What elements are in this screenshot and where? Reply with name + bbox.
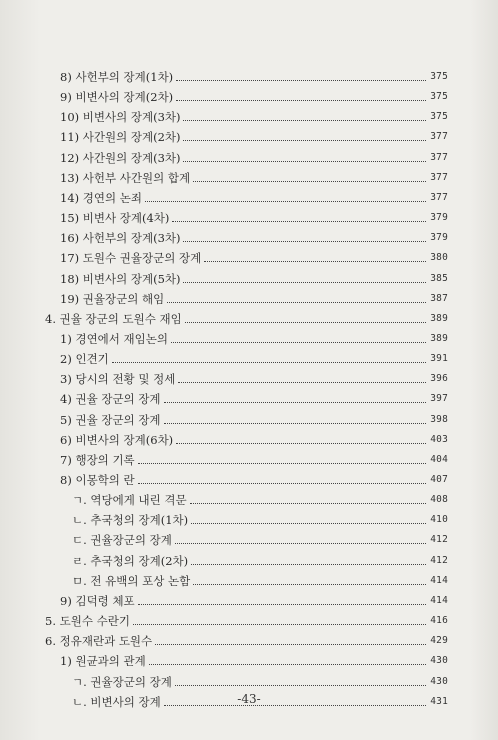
toc-entry-page: 387 — [430, 292, 448, 304]
toc-entry-page: 410 — [430, 514, 448, 526]
toc-entry-page: 431 — [430, 695, 448, 707]
toc-entry-title: 4) 권율 장군의 장계 — [60, 392, 161, 407]
dot-leader — [172, 221, 426, 222]
toc-entry-page: 375 — [430, 71, 448, 82]
toc-entry — [60, 411, 448, 429]
toc-entry — [72, 572, 448, 590]
toc-entry — [60, 330, 448, 348]
dot-leader — [164, 423, 427, 424]
toc-entry-page: 403 — [430, 433, 448, 445]
toc-entry-page: 377 — [430, 191, 448, 203]
toc-entry — [60, 249, 448, 267]
toc-entry-page: 414 — [430, 594, 448, 606]
toc-entry-page: 385 — [430, 272, 448, 284]
toc-entry — [60, 108, 448, 126]
toc-entry-page: 398 — [430, 413, 448, 425]
dot-leader — [183, 120, 426, 121]
dot-leader — [149, 664, 426, 665]
dot-leader — [185, 322, 427, 323]
toc-entry — [72, 491, 448, 509]
toc-entry-title: 19) 권율장군의 해임 — [60, 291, 165, 306]
toc-entry-page: 407 — [430, 474, 448, 485]
dot-leader — [133, 624, 426, 625]
toc-entry-title: ㄱ. 역당에게 내린 격문 — [72, 493, 187, 508]
toc-entry-title: 8) 사헌부의 장계(1차) — [60, 70, 174, 84]
dot-leader — [167, 302, 426, 303]
toc-entry-page: 414 — [430, 574, 448, 586]
toc-entry-title: 17) 도원수 권율장군의 장계 — [60, 251, 202, 266]
toc-entry-title: 14) 경연의 논죄 — [60, 190, 142, 205]
toc-entry-title: 1) 원균과의 관계 — [60, 654, 146, 669]
toc-entry — [60, 149, 448, 167]
toc-entry — [60, 370, 448, 388]
toc-entry-page: 391 — [430, 353, 448, 365]
toc-entry — [60, 350, 448, 368]
toc-entry — [60, 88, 448, 106]
toc-entry — [60, 229, 448, 247]
toc-entry-page: 404 — [430, 453, 448, 465]
toc-entry-title: ㄴ. 추국청의 장계(1차) — [72, 513, 189, 528]
toc-entry-title: 11) 사간원의 장계(2차) — [60, 130, 181, 145]
toc-entry-title: 3) 당시의 전황 및 정세 — [60, 372, 176, 387]
toc-entry-page: 375 — [430, 91, 448, 103]
toc-entry-page: 379 — [430, 212, 448, 224]
toc-entry-title: 10) 비변사의 장계(3차) — [60, 110, 181, 125]
toc-entry-title: 18) 비변사의 장계(5차) — [60, 271, 181, 286]
toc-entry — [45, 310, 448, 328]
toc-entry-title: 7) 행장의 기록 — [60, 452, 135, 467]
dot-leader — [193, 181, 426, 182]
toc-entry-title: 5) 권율 장군의 장계 — [60, 412, 161, 427]
toc-entry-title: ㄱ. 권율장군의 장계 — [72, 674, 172, 689]
toc-entry-page: 379 — [430, 232, 448, 244]
toc-entry — [60, 390, 448, 408]
toc-entry — [60, 270, 448, 288]
toc-entry-page: 408 — [430, 494, 448, 506]
toc-entry-page: 416 — [430, 615, 448, 627]
toc-entry — [45, 632, 448, 650]
toc-entry-page: 396 — [430, 373, 448, 385]
dot-leader — [112, 362, 426, 363]
toc-entry-title: 2) 인견기 — [60, 352, 109, 367]
dot-leader — [175, 685, 426, 686]
toc-entry — [60, 68, 448, 86]
dot-leader — [145, 201, 426, 202]
toc-entry-page: 377 — [430, 151, 448, 163]
dot-leader — [178, 382, 426, 383]
dot-leader — [176, 100, 426, 101]
dot-leader — [183, 161, 426, 162]
dot-leader — [164, 402, 427, 403]
toc-entry — [60, 290, 448, 308]
dot-leader — [176, 443, 426, 444]
toc-entry-page: 430 — [430, 675, 448, 687]
dot-leader — [138, 463, 427, 464]
toc-entry-title: ㄴ. 비변사의 장계 — [72, 694, 161, 709]
toc-entry-title: 6. 정유재란과 도원수 — [45, 634, 153, 649]
dot-leader — [171, 342, 426, 343]
toc-entry — [60, 209, 448, 227]
toc-entry-title: ㅁ. 전 유백의 포상 논함 — [72, 573, 191, 588]
toc-entry-page: 389 — [430, 312, 448, 324]
toc-entry-title: 1) 경연에서 재임논의 — [60, 331, 168, 346]
toc-entry-page: 397 — [430, 393, 448, 405]
toc-entry-title: 16) 사헌부의 장계(3차) — [60, 231, 181, 246]
toc-entry — [60, 471, 448, 489]
toc-entry-title: ㄷ. 권율장군의 장계 — [72, 533, 172, 548]
toc-entry — [60, 592, 448, 610]
toc-entry — [60, 169, 448, 187]
dot-leader — [175, 543, 426, 544]
toc-entry — [72, 531, 448, 549]
dot-leader — [176, 80, 426, 81]
toc-entry-title: ㄹ. 추국청의 장계(2차) — [72, 553, 189, 568]
toc-entry-page: 389 — [430, 332, 448, 344]
toc-entry-title: 9) 비변사의 장계(2차) — [60, 90, 174, 105]
dot-leader — [191, 523, 426, 524]
toc-entry — [60, 431, 448, 449]
toc-entry-page: 429 — [430, 635, 448, 647]
toc-entry-title: 6) 비변사의 장계(6차) — [60, 432, 174, 447]
toc-entry-page: 412 — [430, 534, 448, 546]
toc-entry — [72, 552, 448, 570]
toc-entry — [60, 652, 448, 670]
dot-leader — [191, 564, 426, 565]
toc-entry-title: 9) 김덕령 체포 — [60, 593, 135, 608]
dot-leader — [183, 241, 426, 242]
dot-leader — [138, 483, 427, 484]
toc-entry-title: 8) 이몽학의 란 — [60, 473, 135, 487]
toc-entry-page: 375 — [430, 111, 448, 123]
toc-entry — [45, 612, 448, 630]
dot-leader — [190, 503, 427, 504]
toc-entry-page: 377 — [430, 131, 448, 143]
toc-entry-page: 430 — [430, 655, 448, 667]
dot-leader — [183, 140, 426, 141]
toc-entry — [72, 673, 448, 691]
toc-entry-page: 380 — [430, 252, 448, 264]
dot-leader — [193, 584, 426, 585]
toc-entry-title: 12) 사간원의 장계(3차) — [60, 150, 181, 165]
dot-leader — [138, 604, 427, 605]
toc-entry-page: 412 — [430, 554, 448, 566]
page-number: -43- — [237, 692, 261, 706]
toc-entry — [60, 128, 448, 146]
toc-entry-title: 15) 비변사 장계(4차) — [60, 211, 170, 226]
toc-entry-title: 4. 권율 장군의 도원수 재임 — [45, 311, 182, 326]
dot-leader — [183, 282, 426, 283]
toc-entry-page: 377 — [430, 171, 448, 183]
toc-entry — [72, 511, 448, 529]
toc-entry-title: 5. 도원수 수란기 — [45, 614, 130, 629]
toc-entry — [60, 189, 448, 207]
dot-leader — [204, 261, 426, 262]
toc-entry-title: 13) 사헌부 사간원의 합계 — [60, 170, 191, 185]
dot-leader — [155, 644, 426, 645]
toc-entry — [60, 451, 448, 469]
